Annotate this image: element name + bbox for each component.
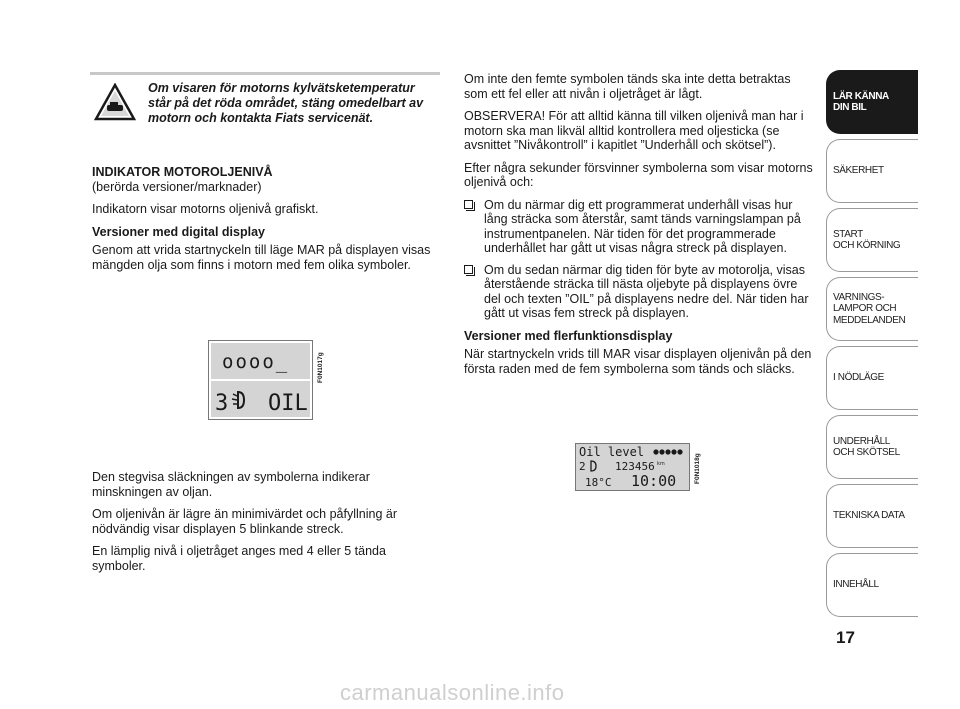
oil-level-symbols: oooo_	[222, 351, 290, 373]
odometer-value: 123456	[615, 460, 655, 473]
tab-start[interactable]: START OCH KÖRNING	[826, 208, 918, 272]
oil-text: OIL	[268, 391, 308, 416]
outside-temperature: 18°C	[585, 476, 612, 489]
intro-text: Indikatorn visar motorns oljenivå grafiskt.	[92, 202, 319, 216]
bullet-box-icon	[464, 265, 473, 274]
multifunction-display-text: När startnyckeln vrids till MAR visar displayen oljenivån på den första raden med de fem symbolerna som tänds och släcks.	[464, 347, 812, 376]
tab-varningslampor[interactable]: VARNINGS- LAMPOR OCH MEDDELANDEN	[826, 277, 918, 341]
oil-level-label: Oil level	[579, 445, 645, 459]
digital-display-figure	[208, 340, 313, 420]
gear-indicator: 2	[579, 460, 586, 473]
right-column	[464, 72, 816, 384]
para-note: OBSERVERA! För att alltid känna till vilken oljenivå man har i motorn ska man likväl alltid kontrollera med oljesticka (se avsnittet ”Nivåkontroll” i kapitlet ”Underhåll och skötsel”).	[464, 109, 804, 152]
bullet-box-icon	[464, 200, 473, 209]
para-below-min: Om oljenivån är lägre än minimivärdet och påfyllning är nödvändig visar displayen 5 blinkande streck.	[92, 507, 398, 536]
multifunction-display-heading: Versioner med flerfunktionsdisplay	[464, 328, 673, 343]
warning-text: Om visaren för motorns kylvätsketemperatur står på det röda området, stäng omedelbart av motorn och kontakta Fiats servicenät.	[148, 81, 424, 125]
para-decrease: Den stegvisa släckningen av symbolerna indikerar minskningen av oljan.	[92, 470, 370, 499]
chapter-sidebar	[826, 70, 918, 622]
figure1-code: F0N1017g	[317, 352, 324, 383]
list-item: Om du sedan närmar dig tiden för byte av motorolja, visas återstående sträcka till nästa oljebyte på displayens övre del och texten ”OIL” på displayens nedre del. När tiden har gått ut visas fem streck på displayen.	[464, 263, 816, 321]
para-fifth-symbol: Om inte den femte symbolen tänds ska inte detta betraktas som ett fel eller att nivån i oljetråget är lågt.	[464, 72, 791, 101]
tab-sakerhet[interactable]: SÄKERHET	[826, 139, 918, 203]
multifunction-display-figure	[575, 443, 690, 491]
left-column-top	[92, 165, 442, 280]
bullet-list	[464, 198, 816, 321]
figure2-code: F0N1018g	[694, 453, 701, 484]
tab-tekniska-data[interactable]: TEKNISKA DATA	[826, 484, 918, 548]
section-subheading: (berörda versioner/marknader)	[92, 179, 262, 194]
clock: 10:00	[631, 472, 677, 490]
tab-underhall[interactable]: UNDERHÅLL OCH SKÖTSEL	[826, 415, 918, 479]
page-number: 17	[836, 628, 855, 647]
tab-lar-kanna[interactable]: LÄR KÄNNA DIN BIL	[826, 70, 918, 134]
para-suitable-level: En lämplig nivå i oljetråget anges med 4 eller 5 tända symboler.	[92, 544, 386, 573]
section-heading: INDIKATOR MOTOROLJENIVÅ	[92, 165, 273, 179]
warning-note	[90, 72, 440, 135]
gear-indicator: 3	[215, 391, 229, 416]
list-item: Om du närmar dig ett programmerat underhåll visas hur lång sträcka som återstår, samt tänds varningslampan på instrumentpanelen. När tiden för det programmerade underhållet har gått ut visas några streck på displayen.	[464, 198, 816, 256]
left-column-bottom	[92, 470, 442, 581]
digital-display-text: Genom att vrida startnyckeln till läge MAR på displayen visas mängden olja som finns i motorn med fem olika symboler.	[92, 243, 431, 272]
tab-innehall[interactable]: INNEHÅLL	[826, 553, 918, 617]
warning-triangle-icon	[94, 83, 136, 121]
digital-display-heading: Versioner med digital display	[92, 224, 265, 239]
tab-i-nodlage[interactable]: I NÖDLÄGE	[826, 346, 918, 410]
para-after-seconds: Efter några sekunder försvinner symbolerna som visar motorns oljenivå och:	[464, 160, 813, 189]
watermark: carmanualsonline.info	[340, 680, 565, 705]
odometer-unit: km	[657, 461, 665, 467]
oil-level-dots	[653, 449, 682, 454]
